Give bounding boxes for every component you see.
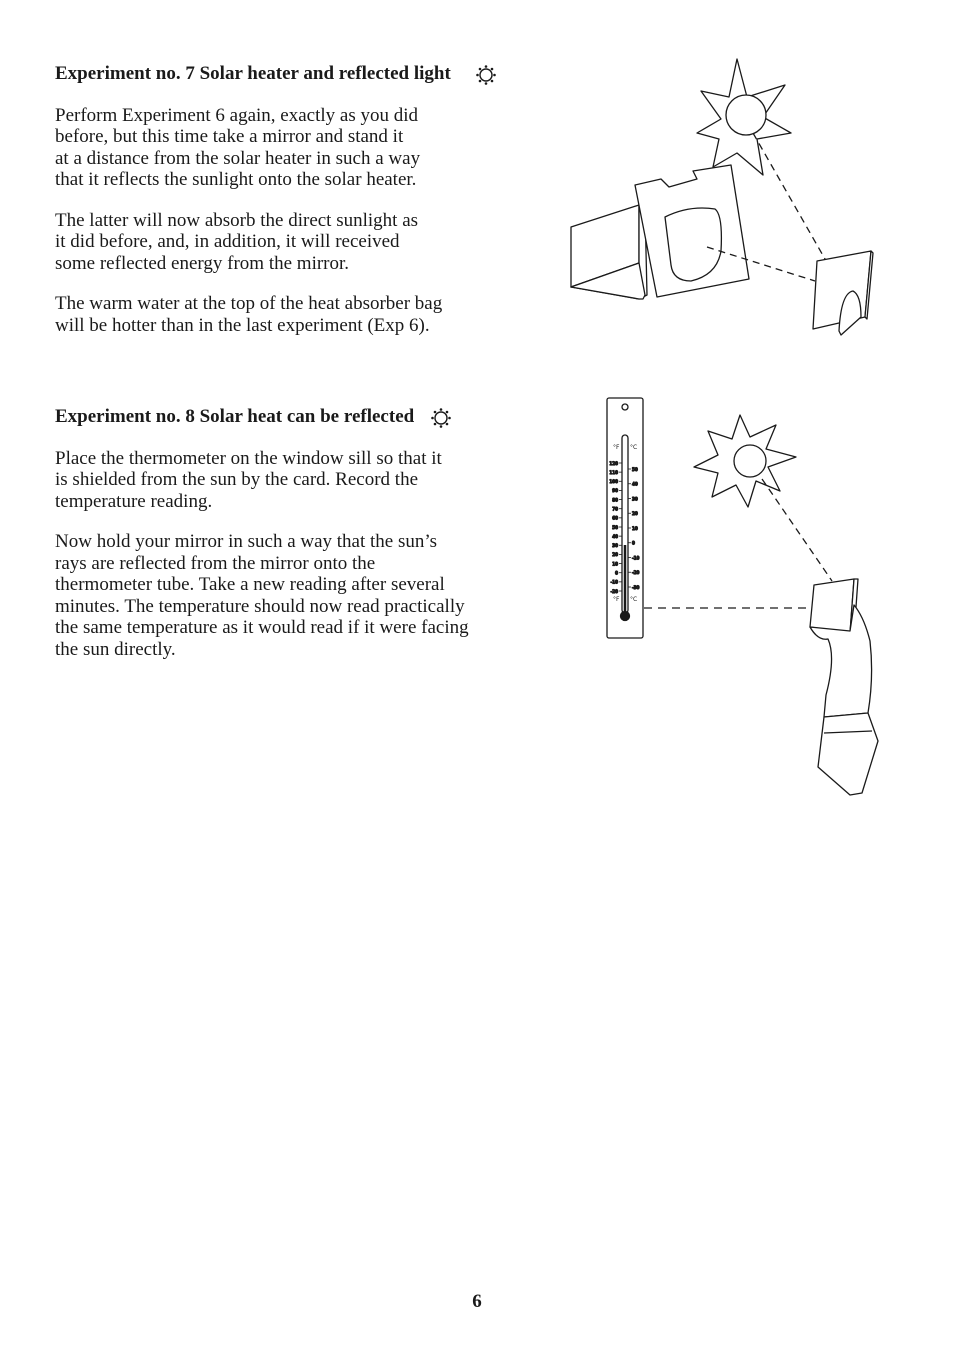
fahrenheit-tick-label: 0 (615, 571, 618, 577)
text-line: that it reflects the sunlight onto the solar heater. (55, 169, 417, 191)
celsius-tick-label: 0 (632, 541, 635, 547)
celsius-tick-label: 50 (632, 467, 638, 473)
support-box (571, 205, 647, 299)
fahrenheit-tick-label: -10 (610, 580, 618, 586)
mirror (813, 251, 873, 335)
thermometer-mirror-illustration (600, 395, 890, 805)
text-line: at a distance from the solar heater in such a way (55, 147, 421, 169)
experiment-7-paragraph (55, 105, 570, 191)
text-line: minutes. The temperature should now read practically (55, 595, 465, 617)
celsius-tick-label: -30 (632, 585, 640, 591)
sun-illustration (694, 415, 796, 507)
celsius-unit-label: °C (630, 444, 638, 451)
experiment-7-paragraph (55, 210, 570, 275)
fahrenheit-tick-label: 50 (612, 525, 618, 531)
celsius-tick-label: 20 (632, 512, 638, 518)
text-line: rays are reflected from the mirror onto the (55, 552, 376, 574)
experiment-8-paragraph (55, 531, 570, 660)
fahrenheit-tick-label: -20 (610, 589, 618, 595)
solar-heater-panel (635, 165, 749, 297)
sunlight-ray-line (762, 479, 832, 581)
celsius-unit-label-bottom: °C (630, 596, 638, 603)
sun-badge-icon (475, 64, 497, 86)
page-number: 6 (472, 1291, 482, 1312)
celsius-tick-label: -10 (632, 556, 640, 562)
fahrenheit-tick-label: 30 (612, 544, 618, 550)
fahrenheit-tick-label: 20 (612, 553, 618, 559)
fahrenheit-tick-label: 70 (612, 507, 618, 513)
hand-holding-mirror (810, 605, 878, 795)
fahrenheit-tick-label: 10 (612, 562, 618, 568)
experiment-7-section (55, 63, 570, 336)
text-line: before, but this time take a mirror and stand it (55, 126, 404, 148)
text-line: The warm water at the top of the heat absorber bag (55, 293, 443, 315)
fahrenheit-tick-label: 110 (609, 470, 618, 476)
solar-heater-mirror-illustration (565, 55, 885, 345)
fahrenheit-tick-label: 100 (609, 480, 618, 486)
celsius-tick-label: 10 (632, 526, 638, 532)
text-line: The latter will now absorb the direct sunlight as (55, 209, 419, 231)
text-line: Place the thermometer on the window sill so that it (55, 447, 442, 469)
sunlight-ray-line (753, 133, 833, 273)
text-line: Perform Experiment 6 again, exactly as you did (55, 104, 419, 126)
experiment-7-heading (55, 63, 570, 86)
experiment-7-paragraph (55, 293, 570, 336)
fahrenheit-tick-label: 90 (612, 489, 618, 495)
experiment-8-title: Experiment no. 8 Solar heat can be reflected (55, 406, 415, 427)
sun-badge-icon (430, 407, 452, 429)
text-line: temperature reading. (55, 490, 213, 512)
experiment-8-heading (55, 406, 570, 429)
text-line: the same temperature as it would read if it were facing (55, 617, 469, 639)
text-line: some reflected energy from the mirror. (55, 252, 350, 274)
fahrenheit-tick-label: 80 (612, 498, 618, 504)
celsius-tick-label: -20 (632, 571, 640, 577)
text-line: is shielded from the sun by the card. Record the (55, 469, 419, 491)
experiment-7-title: Experiment no. 7 Solar heater and reflected light (55, 63, 451, 84)
fahrenheit-tick-label: 120 (609, 461, 618, 467)
celsius-tick-label: 40 (632, 482, 638, 488)
fahrenheit-tick-label: 40 (612, 534, 618, 540)
fahrenheit-unit-label: °F (613, 444, 620, 451)
text-line: Now hold your mirror in such a way that the sun’s (55, 531, 438, 553)
text-line: the sun directly. (55, 638, 176, 660)
text-line: it did before, and, in addition, it will received (55, 231, 400, 253)
experiment-8-section (55, 406, 570, 660)
text-line: thermometer tube. Take a new reading after several (55, 574, 445, 596)
text-line: will be hotter than in the last experiment (Exp 6). (55, 314, 430, 336)
celsius-tick-label: 30 (632, 497, 638, 503)
experiment-8-paragraph (55, 448, 570, 513)
fahrenheit-tick-label: 60 (612, 516, 618, 522)
sun-illustration (697, 59, 791, 175)
fahrenheit-unit-label-bottom: °F (613, 596, 620, 603)
